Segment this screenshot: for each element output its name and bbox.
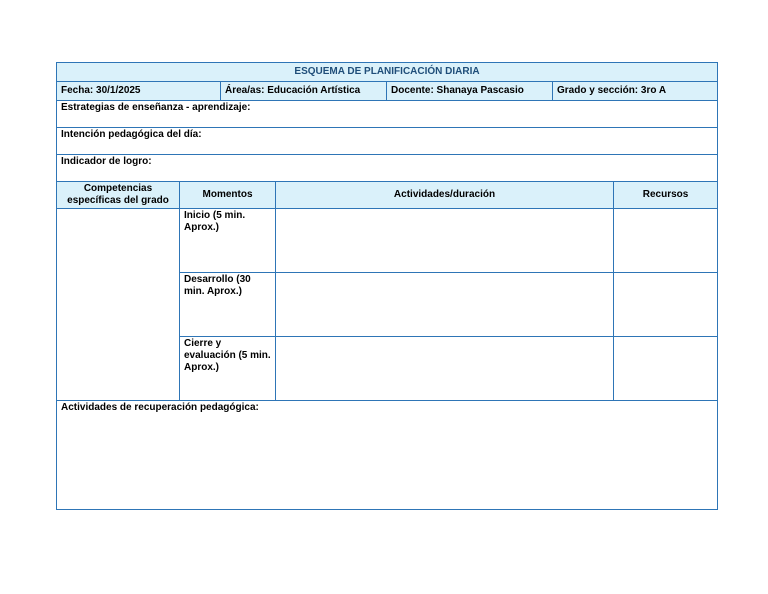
moment-cierre: Cierre y evaluación (5 min. Aprox.) [180,337,276,401]
column-actividades: Actividades/duración [276,182,614,209]
date-field: Fecha: 30/1/2025 [57,82,221,101]
grade-field: Grado y sección: 3ro A [553,82,718,101]
planning-table [56,62,718,510]
activities-inicio-cell [276,209,614,273]
column-momentos: Momentos [180,182,276,209]
competencias-cell [57,209,180,401]
activities-cierre-cell [276,337,614,401]
indicator-field: Indicador de logro: [57,155,718,182]
resources-inicio-cell [614,209,718,273]
column-competencias: Competencias específicas del grado [57,182,180,209]
activities-desarrollo-cell [276,273,614,337]
recovery-activities-field: Actividades de recuperación pedagógica: [57,401,718,510]
strategies-field: Estrategias de enseñanza - aprendizaje: [57,101,718,128]
resources-cierre-cell [614,337,718,401]
moment-inicio: Inicio (5 min. Aprox.) [180,209,276,273]
resources-desarrollo-cell [614,273,718,337]
document-title: ESQUEMA DE PLANIFICACIÓN DIARIA [57,63,718,82]
teacher-field: Docente: Shanaya Pascasio [387,82,553,101]
intention-field: Intención pedagógica del día: [57,128,718,155]
moment-desarrollo: Desarrollo (30 min. Aprox.) [180,273,276,337]
column-recursos: Recursos [614,182,718,209]
area-field: Área/as: Educación Artística [221,82,387,101]
